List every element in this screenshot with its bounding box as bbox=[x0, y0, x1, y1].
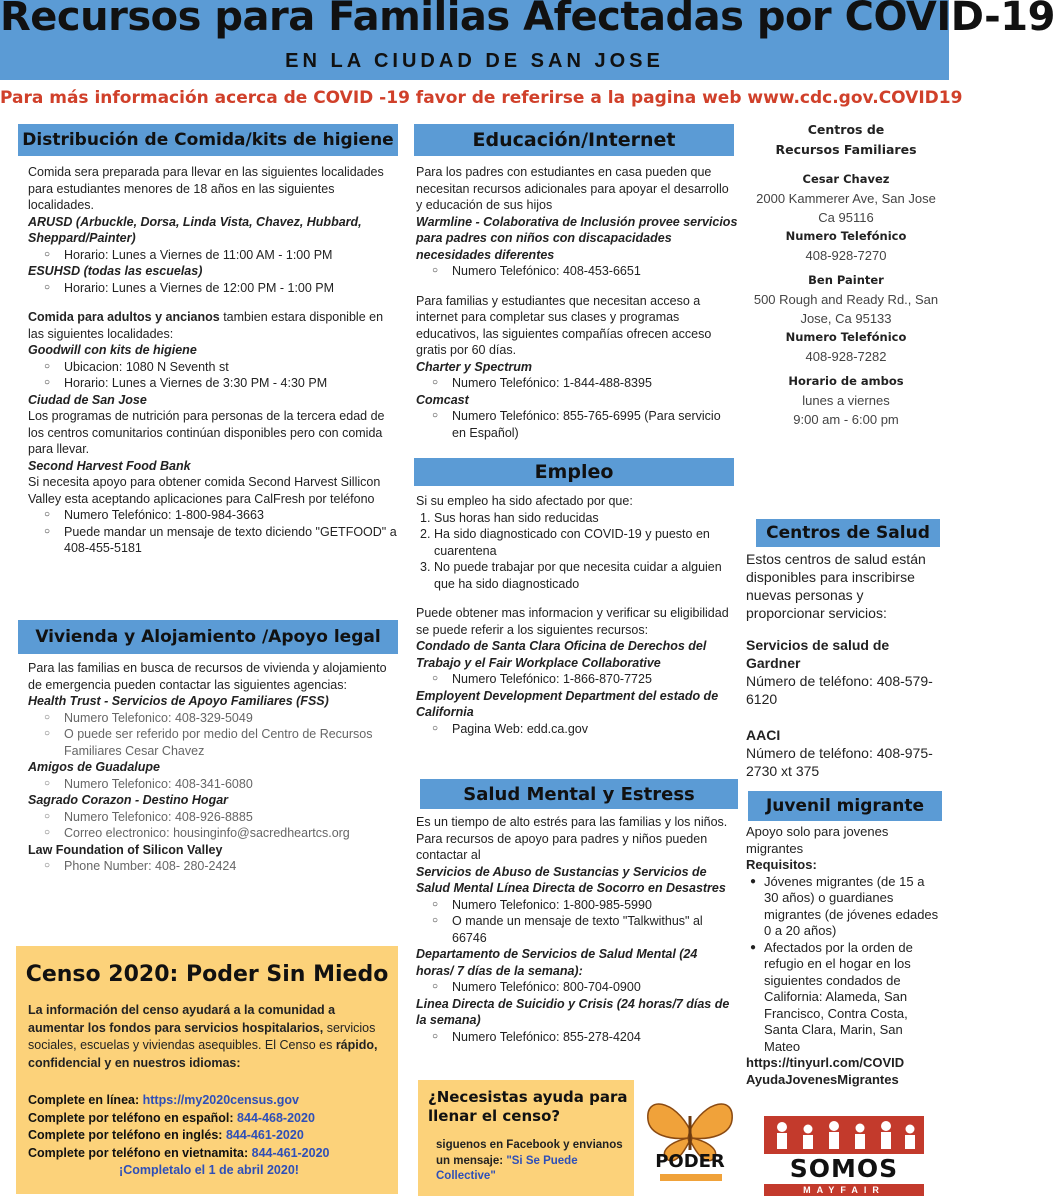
ayuda-text: siguenos en Facebook y envianos un mensaje: "Si Se Puede Collective" bbox=[436, 1139, 623, 1182]
goodwill-hours: ○ Horario: Lunes a Viernes de 3:30 PM - 4:30 PM bbox=[28, 375, 398, 392]
somos-logo-subtext: MAYFAIR bbox=[764, 1184, 924, 1196]
comida-intro: Comida sera preparada para llevar en las siguientes localidades para estudiantes menores de 18 años en las siguientes localidades. bbox=[28, 165, 384, 212]
harvest-label: Second Harvest Food Bank bbox=[28, 458, 191, 473]
cesar-phone: 408-928-7270 bbox=[805, 248, 887, 263]
arusd-label: ARUSD (Arbuckle, Dorsa, Linda Vista, Chavez, Hubbard, Sheppard/Painter) bbox=[28, 214, 362, 245]
salud-mental-section bbox=[416, 814, 738, 1045]
empleo-item: 1. Sus horas han sido reducidas bbox=[420, 510, 599, 525]
censo-en: Complete por teléfono en inglés: 844-461-2020 bbox=[28, 1128, 304, 1142]
ciudad-label: Ciudad de San Jose bbox=[28, 392, 147, 407]
juvenil-heading: Juvenil migrante bbox=[748, 791, 942, 821]
gardner-phone: Número de teléfono: 408-579-6120 bbox=[746, 673, 933, 707]
ciudad-text: Los programas de nutrición para personas de la tercera edad de los centros comunitarios continúan disponibles pero con comida para llevar. bbox=[28, 409, 385, 456]
ben-phone: 408-928-7282 bbox=[805, 349, 887, 364]
cesar-address: 2000 Kammerer Ave, San Jose Ca 95116 bbox=[756, 191, 936, 225]
sagrado-label: Sagrado Corazon - Destino Hogar bbox=[28, 793, 229, 807]
ben-address: 500 Rough and Ready Rd., San Jose, Ca 95133 bbox=[753, 292, 939, 326]
servicios-sms: ○ O mande un mensaje de texto "Talkwithus" al 66746 bbox=[416, 913, 738, 946]
juvenil-link-part2[interactable]: AyudaJovenesMigrantes bbox=[746, 1071, 899, 1087]
ayuda-title: ¿Necesistas ayuda para llenar el censo? bbox=[428, 1088, 628, 1125]
page-subtitle: EN LA CIUDAD DE SAN JOSE bbox=[285, 50, 664, 72]
horario-label: Horario de ambos bbox=[788, 374, 904, 388]
comcast-label: Comcast bbox=[416, 392, 469, 407]
law-phone: ○ Phone Number: 408- 280-2424 bbox=[28, 858, 398, 875]
arusd-hours: ○ Horario: Lunes a Viernes de 11:00 AM - 1:00 PM bbox=[28, 247, 398, 264]
empleo-more: Puede obtener mas informacion y verificar su eligibilidad se puede referir a los siguientes recursos: bbox=[416, 606, 729, 637]
info-line: Para más información acerca de COVID -19 favor de referirse a la pagina web www.cdc.gov.COVID19 bbox=[0, 88, 963, 108]
centros-salud-section bbox=[746, 550, 942, 780]
censo-vn: Complete por teléfono en vietnamita: 844-461-2020 bbox=[28, 1145, 330, 1160]
salud-mental-intro: Es un tiempo de alto estrés para las familias y los niños. Para recursos de apoyo para padres y niños pueden contactar al bbox=[416, 815, 728, 862]
sagrado-email: ○ Correo electronico: housinginfo@sacredheartcs.org bbox=[28, 825, 398, 842]
community-figures-icon bbox=[764, 1116, 924, 1154]
harvest-text: Si necesita apoyo para obtener comida Second Harvest Sillicon Valley esta aceptando aplicaciones para CalFresh por teléfono bbox=[28, 475, 381, 506]
censo-online: Complete en línea: https://my2020census.gov bbox=[28, 1093, 299, 1107]
educacion-heading: Educación/Internet bbox=[414, 124, 734, 156]
vivienda-intro: Para las familias en busca de recursos de vivienda y alojamiento de emergencia pueden contactar las siguientes agencias: bbox=[28, 661, 387, 692]
aaci-label: AACI bbox=[746, 727, 781, 743]
warmline-phone: ○ Numero Telefónico: 408-453-6651 bbox=[416, 263, 738, 280]
poder-logo-bar bbox=[660, 1174, 722, 1181]
health-trust-phone: ○ Numero Telefonico: 408-329-5049 bbox=[28, 710, 398, 727]
gardner-label: Servicios de salud de Gardner bbox=[746, 637, 890, 671]
census-online-link[interactable]: https://my2020census.gov bbox=[142, 1093, 299, 1107]
harvest-phone: ○ Numero Telefónico: 1-800-984-3663 bbox=[28, 507, 398, 524]
charter-phone: ○ Numero Telefónico: 1-844-488-8395 bbox=[416, 375, 738, 392]
requisitos-label: Requisitos: bbox=[746, 857, 817, 872]
goodwill-label: Goodwill con kits de higiene bbox=[28, 343, 197, 357]
vivienda-heading: Vivienda y Alojamiento /Apoyo legal bbox=[18, 620, 398, 654]
juvenil-intro: Apoyo solo para jovenes migrantes bbox=[746, 824, 889, 856]
centros-recursos bbox=[750, 120, 942, 429]
ben-label: Ben Painter bbox=[808, 273, 884, 287]
ben-phone-label: Numero Telefónico bbox=[785, 330, 907, 344]
somos-logo-text: SOMOS bbox=[789, 1154, 899, 1183]
cesar-label: Cesar Chavez bbox=[802, 172, 890, 186]
cesar-phone-label: Numero Telefónico bbox=[785, 229, 907, 243]
empleo-item: 2. Ha sido diagnosticado con COVID-19 y puesto en cuarentena bbox=[420, 527, 710, 558]
condado-label: Condado de Santa Clara Oficina de Derechos del Trabajo y el Fair Workplace Collaborative bbox=[416, 639, 707, 670]
educacion-section bbox=[416, 164, 738, 441]
empleo-intro: Si su empleo ha sido afectado por que: bbox=[416, 494, 633, 508]
internet-intro: Para familias y estudiantes que necesitan acceso a internet para completar sus clases y programas educativos, las siguientes compañías ofrecen acceso gratis por 60 días. bbox=[416, 293, 712, 357]
law-label: Law Foundation of Silicon Valley bbox=[28, 842, 223, 857]
comida-heading: Distribución de Comida/kits de higiene bbox=[18, 124, 398, 156]
health-trust-referral: ○ O puede ser referido por medio del Centro de Recursos Familiares Cesar Chavez bbox=[28, 726, 398, 759]
page-title: Recursos para Familias Afectadas por COVID-19 bbox=[0, 0, 1055, 40]
esuhsd-label: ESUHSD (todas las escuelas) bbox=[28, 264, 203, 278]
linea-label: Linea Directa de Suicidio y Crisis (24 horas/7 días de la semana) bbox=[416, 996, 730, 1027]
empleo-heading: Empleo bbox=[414, 458, 734, 486]
centros-salud-heading: Centros de Salud bbox=[756, 519, 940, 547]
juvenil-section bbox=[746, 824, 942, 1088]
ayuda-box bbox=[418, 1080, 634, 1196]
depto-label: Departamento de Servicios de Salud Mental (24 horas/ 7 días de la semana): bbox=[416, 947, 698, 978]
amigos-phone: ○ Numero Telefonico: 408-341-6080 bbox=[28, 776, 398, 793]
censo-heading: Censo 2020: Poder Sin Miedo bbox=[25, 962, 389, 987]
goodwill-location: ○ Ubicacion: 1080 N Seventh st bbox=[28, 359, 398, 376]
harvest-sms: ○ Puede mandar un mensaje de texto diciendo "GETFOOD" a 408-455-5181 bbox=[28, 524, 398, 557]
comcast-phone: ○ Numero Telefónico: 855-765-6995 (Para servicio en Español) bbox=[416, 408, 738, 441]
censo-links bbox=[28, 1092, 390, 1180]
poder-logo-text: PODER bbox=[655, 1151, 725, 1172]
censo-box bbox=[16, 946, 398, 1194]
condado-phone: ○ Numero Telefónico: 1-866-870-7725 bbox=[416, 671, 738, 688]
sagrado-phone: ○ Numero Telefonico: 408-926-8885 bbox=[28, 809, 398, 826]
warmline-label: Warmline - Colaborativa de Inclusión provee servicios para padres con niños con discapacidades necesidades diferentes bbox=[416, 214, 738, 262]
empleo-section bbox=[416, 493, 738, 737]
edd-web: ○ Pagina Web: edd.ca.gov bbox=[416, 721, 738, 738]
censo-deadline: ¡Completalo el 1 de abril 2020! bbox=[119, 1163, 299, 1177]
edd-label: Employent Development Department del estado de California bbox=[416, 688, 719, 719]
depto-phone: ○ Numero Telefónico: 800-704-0900 bbox=[416, 979, 738, 996]
adultos-text: Comida para adultos y ancianos tambien estara disponible en las siguientes localidades: bbox=[28, 310, 384, 341]
empleo-item: 3. No puede trabajar por que necesita cuidar a alguien que ha sido diagnosticado bbox=[420, 560, 722, 591]
linea-phone: ○ Numero Telefónico: 855-278-4204 bbox=[416, 1029, 738, 1046]
horario-time: 9:00 am - 6:00 pm bbox=[793, 412, 899, 427]
somos-logo bbox=[760, 1116, 928, 1196]
censo-es: Complete por teléfono en español: 844-468-2020 bbox=[28, 1110, 315, 1125]
vivienda-section bbox=[28, 660, 398, 875]
charter-label: Charter y Spectrum bbox=[416, 359, 533, 374]
juvenil-link-part1[interactable]: https://tinyurl.com/COVID bbox=[746, 1055, 905, 1070]
centros-recursos-heading: Centros de Recursos Familiares bbox=[775, 122, 917, 157]
centros-salud-intro: Estos centros de salud están disponibles para inscribirse nuevas personas y proporcionar servicios: bbox=[746, 551, 926, 621]
juvenil-requirement: ● Jóvenes migrantes (de 15 a 30 años) o guardianes migrantes (de jóvenes edades 0 a 20 años) bbox=[746, 874, 942, 940]
servicios-label: Servicios de Abuso de Sustancias y Servicios de Salud Mental Línea Directa de Socorro en Desastres bbox=[416, 864, 726, 895]
horario-days: lunes a viernes bbox=[802, 393, 890, 408]
salud-mental-heading: Salud Mental y Estress bbox=[420, 779, 738, 809]
health-trust-label: Health Trust - Servicios de Apoyo Familiares (FSS) bbox=[28, 694, 329, 708]
amigos-label: Amigos de Guadalupe bbox=[28, 760, 160, 774]
censo-body: La información del censo ayudará a la comunidad a aumentar los fondos para servicios hospitalarios, servicios sociales, escuelas y viviendas asequibles. El Censo es rápido, confidencial y en nuestros idiomas: bbox=[28, 1003, 378, 1070]
juvenil-requirement: ● Afectados por la orden de refugio en el hogar en los siguientes condados de California: Alameda, San Francisco, Contra Costa, Santa Clara, Marin, San Mateo bbox=[746, 940, 942, 1056]
comida-section bbox=[28, 164, 398, 557]
esuhsd-hours: ○ Horario: Lunes a Viernes de 12:00 PM - 1:00 PM bbox=[28, 280, 398, 297]
aaci-phone: Número de teléfono: 408-975-2730 xt 375 bbox=[746, 745, 933, 779]
servicios-phone: ○ Numero Telefonico: 1-800-985-5990 bbox=[416, 897, 738, 914]
educacion-intro: Para los padres con estudiantes en casa pueden que necesitan recursos adicionales para apoyar el desarrollo y educación de sus hijos bbox=[416, 165, 729, 212]
